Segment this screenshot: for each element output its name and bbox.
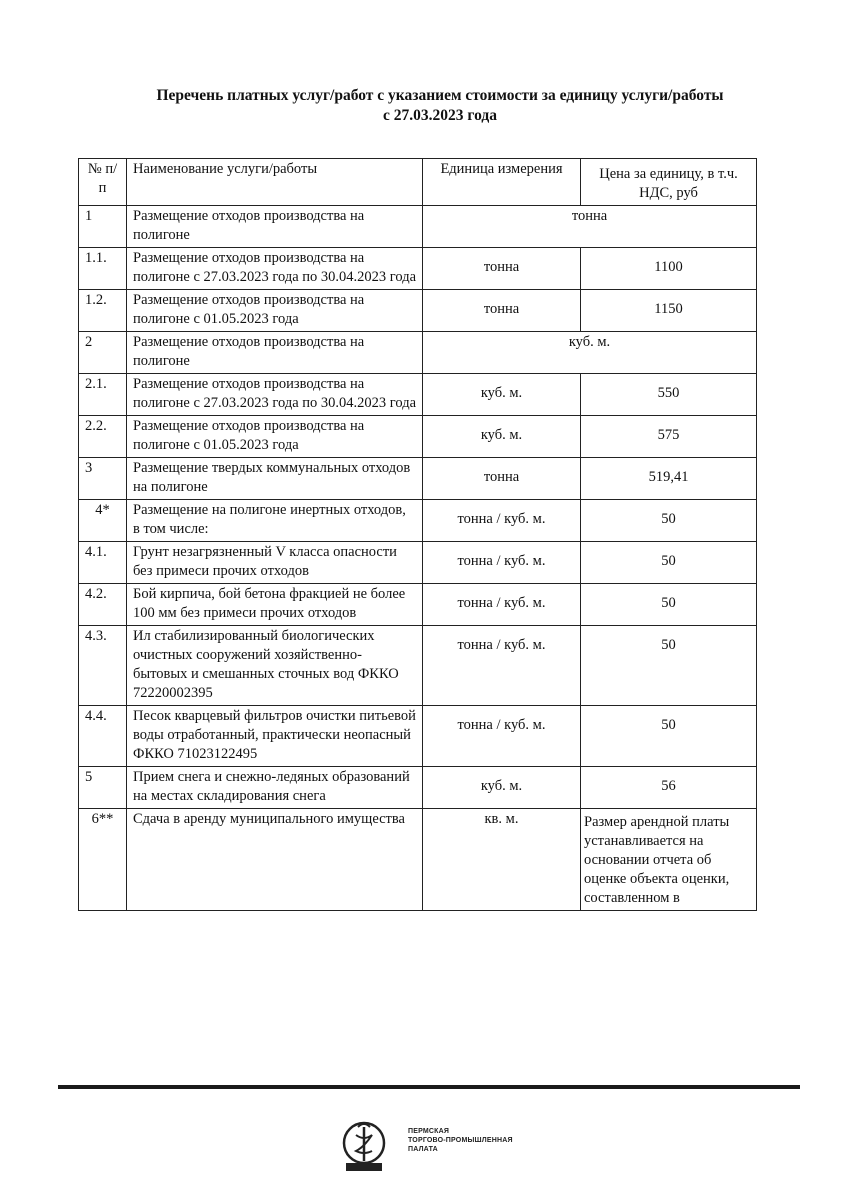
document-title <box>100 86 780 126</box>
row-number: 4.2. <box>79 584 127 626</box>
price: 56 <box>581 767 757 809</box>
row-number: 4.1. <box>79 542 127 584</box>
table-row <box>79 416 757 458</box>
table-row <box>79 706 757 767</box>
chamber-emblem-icon <box>338 1113 398 1175</box>
unit: кв. м. <box>423 809 581 911</box>
service-name: Песок кварцевый фильтров очистки питьевой воды отработанный, практически неопасный ФККО 71023122495 <box>127 706 423 767</box>
price: Размер арендной платы устанавливается на основании отчета об оценке объекта оценки, составленном в <box>581 809 757 911</box>
table-row <box>79 542 757 584</box>
table-row <box>79 332 757 374</box>
unit: тонна <box>423 290 581 332</box>
table-row <box>79 290 757 332</box>
service-name: Размещение отходов производства на полигоне с 27.03.2023 года по 30.04.2023 года <box>127 248 423 290</box>
table-row <box>79 458 757 500</box>
row-number: 6** <box>79 809 127 911</box>
unit-merged: куб. м. <box>423 332 757 374</box>
unit: куб. м. <box>423 374 581 416</box>
chamber-name-line-2: ТОРГОВО-ПРОМЫШЛЕННАЯ <box>408 1137 513 1144</box>
row-number: 4.3. <box>79 626 127 706</box>
price: 50 <box>581 542 757 584</box>
chamber-name-line-3: ПАЛАТА <box>408 1146 438 1153</box>
title-line-1: Перечень платных услуг/работ с указанием стоимости за единицу услуги/работы <box>156 87 724 104</box>
service-name: Грунт незагрязненный V класса опасности без примеси прочих отходов <box>127 542 423 584</box>
unit: тонна / куб. м. <box>423 584 581 626</box>
service-name: Размещение отходов производства на полигоне <box>127 332 423 374</box>
service-name: Размещение твердых коммунальных отходов на полигоне <box>127 458 423 500</box>
row-number: 1.1. <box>79 248 127 290</box>
service-name: Сдача в аренду муниципального имущества <box>127 809 423 911</box>
unit: куб. м. <box>423 416 581 458</box>
table-row <box>79 500 757 542</box>
unit: тонна / куб. м. <box>423 706 581 767</box>
header-name: Наименование услуги/работы <box>127 159 423 206</box>
row-number: 4* <box>79 500 127 542</box>
unit: тонна <box>423 248 581 290</box>
table-row <box>79 809 757 911</box>
row-number: 3 <box>79 458 127 500</box>
table-row <box>79 767 757 809</box>
chamber-name-line-1: ПЕРМСКАЯ <box>408 1128 450 1135</box>
unit: тонна <box>423 458 581 500</box>
row-number: 2.2. <box>79 416 127 458</box>
service-name: Размещение отходов производства на полигоне с 01.05.2023 года <box>127 416 423 458</box>
service-name: Размещение отходов производства на полигоне с 27.03.2023 года по 30.04.2023 года <box>127 374 423 416</box>
service-name: Ил стабилизированный биологических очистных сооружений хозяйственно-бытовых и смешанных сточных вод ФККО 72220002395 <box>127 626 423 706</box>
price-table <box>78 158 757 911</box>
chamber-logo <box>338 1113 518 1175</box>
service-name: Размещение отходов производства на полигоне с 01.05.2023 года <box>127 290 423 332</box>
price: 1100 <box>581 248 757 290</box>
unit: тонна / куб. м. <box>423 542 581 584</box>
row-number: 5 <box>79 767 127 809</box>
row-number: 1.2. <box>79 290 127 332</box>
price: 50 <box>581 500 757 542</box>
price: 519,41 <box>581 458 757 500</box>
price: 50 <box>581 626 757 706</box>
table-row <box>79 374 757 416</box>
table-row <box>79 248 757 290</box>
chamber-name <box>408 1127 513 1154</box>
price: 50 <box>581 706 757 767</box>
table-row <box>79 584 757 626</box>
service-name: Размещение отходов производства на полигоне <box>127 206 423 248</box>
table-row <box>79 626 757 706</box>
table-row <box>79 206 757 248</box>
price: 550 <box>581 374 757 416</box>
header-unit: Единица измерения <box>423 159 581 206</box>
title-line-2: с 27.03.2023 года <box>383 107 497 124</box>
service-name: Прием снега и снежно-ледяных образований на местах складирования снега <box>127 767 423 809</box>
price: 1150 <box>581 290 757 332</box>
unit: тонна / куб. м. <box>423 626 581 706</box>
unit: куб. м. <box>423 767 581 809</box>
price: 50 <box>581 584 757 626</box>
row-number: 2 <box>79 332 127 374</box>
unit: тонна / куб. м. <box>423 500 581 542</box>
price: 575 <box>581 416 757 458</box>
unit-merged: тонна <box>423 206 757 248</box>
service-name: Бой кирпича, бой бетона фракцией не более 100 мм без примеси прочих отходов <box>127 584 423 626</box>
header-num: № п/п <box>79 159 127 206</box>
header-price: Цена за единицу, в т.ч. НДС, руб <box>581 159 757 206</box>
row-number: 2.1. <box>79 374 127 416</box>
row-number: 4.4. <box>79 706 127 767</box>
table-header-row <box>79 159 757 206</box>
row-number: 1 <box>79 206 127 248</box>
service-name: Размещение на полигоне инертных отходов, в том числе: <box>127 500 423 542</box>
bottom-rule <box>58 1085 800 1089</box>
